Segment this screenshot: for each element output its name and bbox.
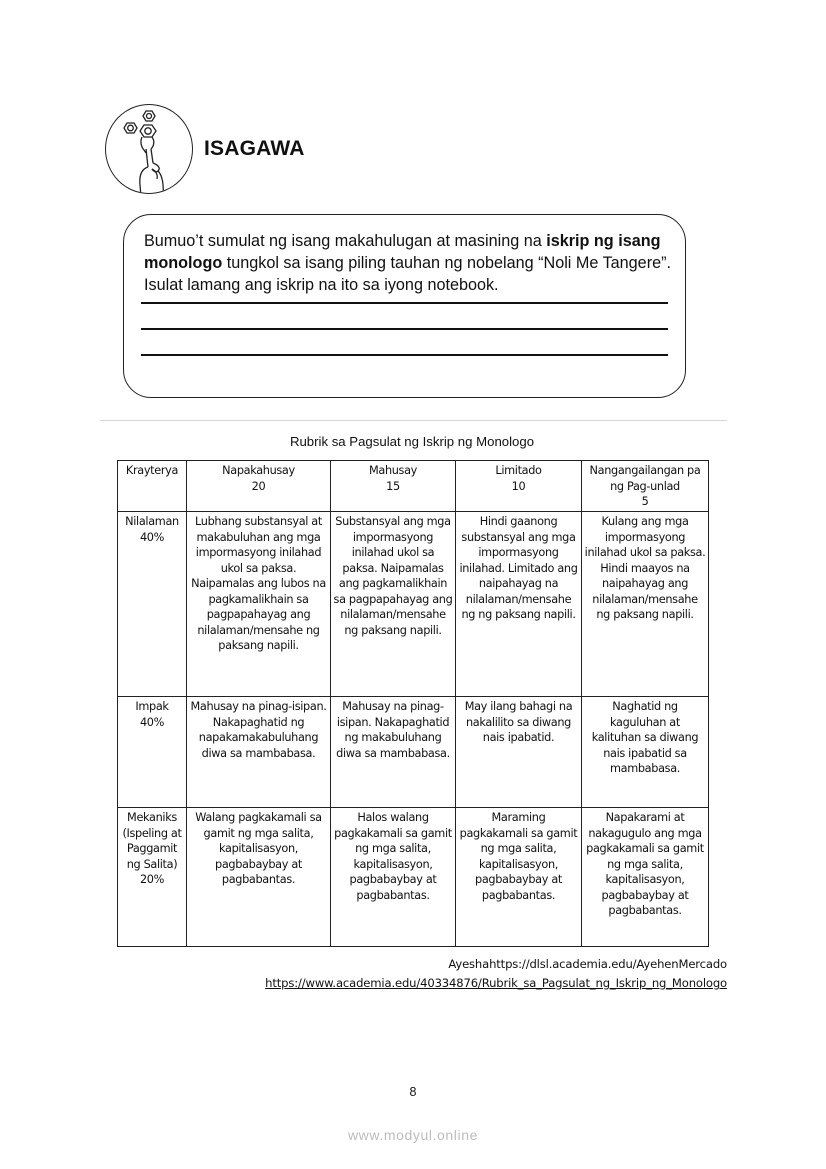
criterion-weight: 40% [139, 715, 165, 729]
answer-line[interactable] [141, 328, 668, 330]
rubric-cell: Kulang ang mga impormasyong inilahad ukol sa paksa. Hindi maayos na naipahayag ang nilalaman/mensahe ng paksang napili. [582, 512, 709, 697]
rubric-cell: Hindi gaanong substansyal ang mga impormasyong inilahad. Limitado ang naipahayag na nilalaman/mensahe ng ng paksang napili. [456, 512, 582, 697]
rubric-title: Rubrik sa Pagsulat ng Iskrip ng Monologo [289, 434, 535, 449]
source-link[interactable]: https://www.academia.edu/40334876/Rubrik_sa_Pagsulat_ng_Iskrip_ng_Monologo [265, 976, 727, 990]
header-label: Limitado [495, 464, 542, 477]
header-score: 5 [641, 495, 649, 508]
header-label: Nangangailangan pa ng Pag-unlad [589, 464, 701, 493]
watermark: www.modyul.online [347, 1127, 479, 1143]
rubric-cell: Naghatid ng kaguluhan at kalituhan sa diwang nais ipabatid sa mambabasa. [582, 697, 709, 808]
rubric-cell: Napakarami at nakagugulo ang mga pagkakamali sa gamit ng mga salita, kapitalisasyon, pagbabaybay at pagbabantas. [582, 808, 709, 947]
header-score: 15 [386, 479, 400, 493]
header-cell [582, 461, 709, 512]
answer-line[interactable] [141, 302, 668, 304]
rubric-cell: Mahusay na pinag-isipan. Nakapaghatid ng makabuluhang diwa sa mambabasa. [331, 697, 456, 808]
task-instruction-text [144, 230, 674, 296]
rubric-cell: Maraming pagkakamali sa gamit ng mga salita, kapitalisasyon, pagbabaybay at pagbabantas. [456, 808, 582, 947]
rubric-cell: Lubhang substansyal at makabuluhan ang mga impormasyong inilahad ukol sa paksa. Naipamalas ang lubos na pagkamalikhain sa pagpapahayag ang nilalaman/mensahe ng paksang napili. [187, 512, 331, 697]
section-title: ISAGAWA [204, 137, 305, 160]
section-divider [100, 420, 727, 421]
criterion-weight: 20% [139, 873, 165, 886]
header-cell [456, 461, 582, 512]
rubric-row [118, 512, 709, 697]
header-cell [187, 461, 331, 512]
rubric-header-row [118, 461, 709, 512]
criterion-cell [118, 697, 187, 808]
header-label: Napakahusay [222, 464, 295, 477]
header-score: 10 [511, 479, 526, 493]
rubric-cell: Walang pagkakamali sa gamit ng mga salita, kapitalisasyon, pagbabaybay at pagbabantas. [187, 808, 331, 947]
header-score: 20 [251, 479, 266, 493]
criterion-cell [118, 808, 187, 947]
header-cell [118, 461, 187, 512]
criterion-cell [118, 512, 187, 697]
criterion-weight: 40% [139, 530, 165, 544]
task-text-after: tungkol sa isang piling tauhan ng nobelang “Noli Me Tangere”. Isulat lamang ang iskrip na ito sa iyong notebook. [144, 254, 671, 294]
rubric-table [117, 460, 709, 947]
header-label: Krayterya [125, 464, 179, 477]
hand-with-gears-icon [105, 104, 193, 194]
page-number: 8 [409, 1085, 417, 1099]
rubric-cell: May ilang bahagi na nakalilito sa diwang nais ipabatid. [456, 697, 582, 808]
criterion-name: Nilalaman [125, 515, 179, 528]
criterion-name: Mekaniks (Ispeling at Paggamit ng Salita) [122, 811, 182, 871]
rubric-cell: Halos walang pagkakamali sa gamit ng mga salita, kapitalisasyon, pagbabaybay at pagbabantas. [331, 808, 456, 947]
rubric-cell: Substansyal ang mga impormasyong inilahad ukol sa paksa. Naipamalas ang pagkamalikhain sa pagpapahayag ang nilalaman/mensahe ng paksang napili. [331, 512, 456, 697]
header-label: Mahusay [368, 464, 418, 477]
criterion-name: Impak [135, 700, 169, 713]
source-credit: Ayeshahttps://dlsl.academia.edu/AyehenMercado [448, 957, 727, 971]
task-text-bold: iskrip ng isang monologo [144, 232, 661, 272]
rubric-row [118, 808, 709, 947]
header-cell [331, 461, 456, 512]
rubric-cell: Mahusay na pinag-isipan. Nakapaghatid ng napakamakabuluhang diwa sa mambabasa. [187, 697, 331, 808]
task-text-before: Bumuo’t sumulat ng isang makahulugan at masining na [144, 232, 547, 250]
answer-line[interactable] [141, 354, 668, 356]
rubric-row [118, 697, 709, 808]
